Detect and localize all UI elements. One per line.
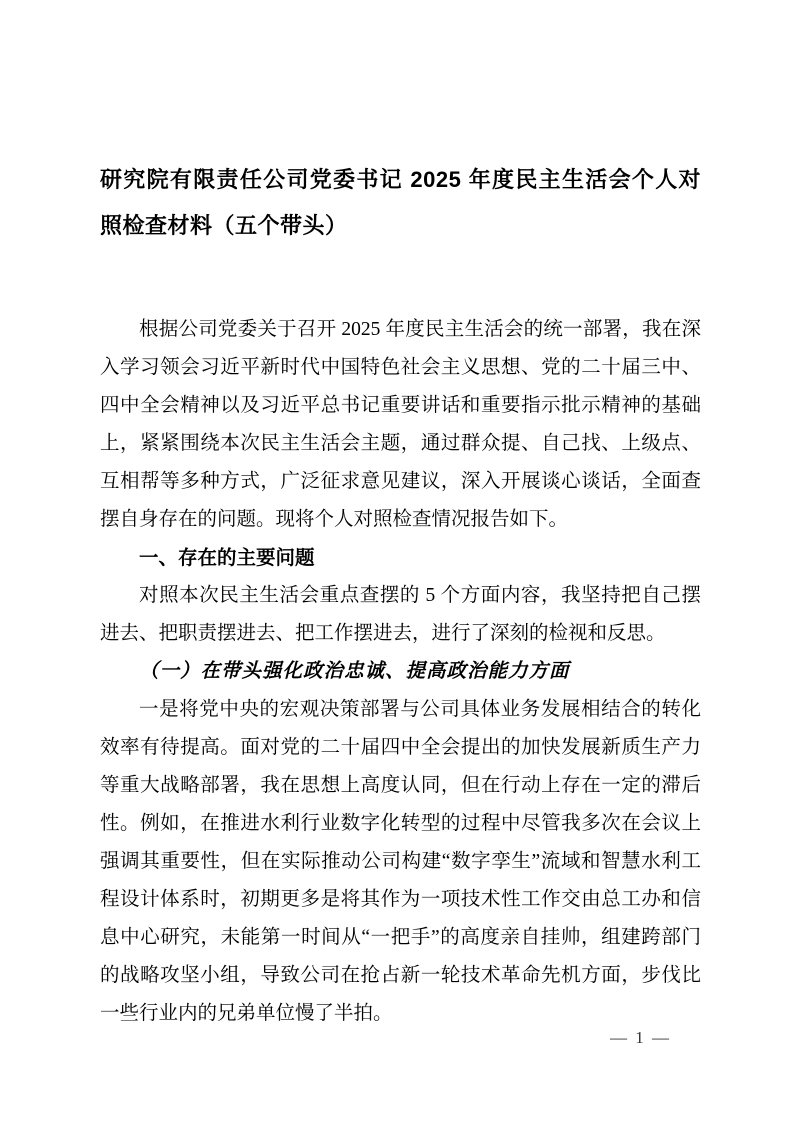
page-number: — 1 — (610, 1028, 671, 1047)
document-title: 研究院有限责任公司党委书记 2025 年度民主生活会个人对照检查材料（五个带头） (100, 167, 701, 238)
subsection-heading-political-loyalty: （一）在带头强化政治忠诚、提高政治能力方面 (139, 661, 570, 682)
subsection-paragraph-1: 一是将党中央的宏观决策部署与公司具体业务发展相结合的转化效率有待提高。面对党的二十届四中全会提出的加快发展新质生产力等重大战略部署，我在思想上高度认同，但在行动上存在一定的滞后性。例如，在推进水利行业数字化转型的过程中尽管我多次在会议上强调其重要性，但在实际推动公司构建“数字孪生”流域和智慧水利工程设计体系时，初期更多是将其作为一项技术性工作交由总工办和信息中心研究，未能第一时间从“一把手”的高度亲自挂帅，组建跨部门的战略攻坚小组，导致公司在抢占新一轮技术革命先机方面，步伐比一些行业内的兄弟单位慢了半拍。 (100, 699, 701, 1024)
section-heading-main-problems: 一、存在的主要问题 (139, 547, 315, 569)
section-lead-paragraph: 对照本次民主生活会重点查摆的 5 个方面内容，我坚持把自己摆进去、把职责摆进去、把工作摆进去，进行了深刻的检视和反思。 (100, 585, 701, 644)
document-content (100, 157, 701, 1033)
intro-paragraph: 根据公司党委关于召开 2025 年度民主生活会的统一部署，我在深入学习领会习近平新时代中国特色社会主义思想、党的二十届三中、四中全会精神以及习近平总书记重要讲话和重要指示批示精神的基础上，紧紧围绕本次民主生活会主题，通过群众提、自己找、上级点、互相帮等多种方式，广泛征求意见建议，深入开展谈心谈话，全面查摆自身存在的问题。现将个人对照检查情况报告如下。 (100, 319, 701, 530)
